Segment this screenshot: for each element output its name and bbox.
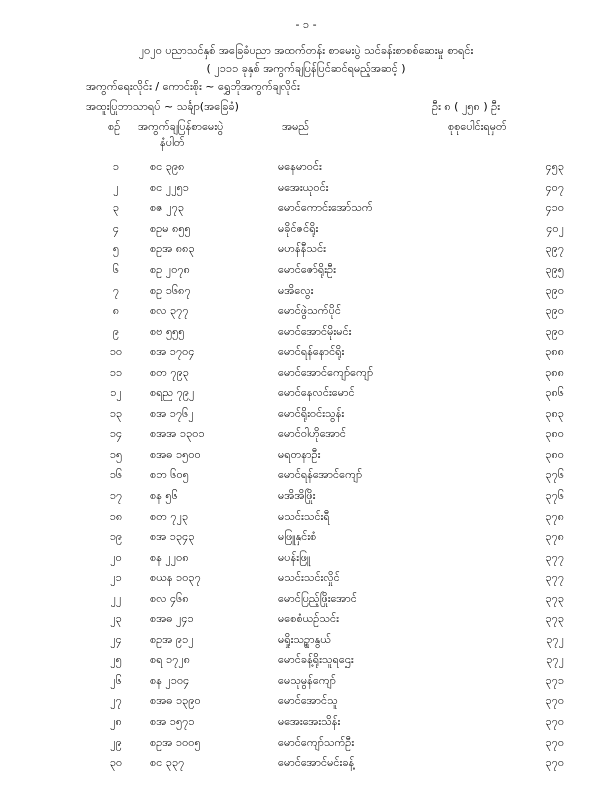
row-number: ၁၀ xyxy=(109,345,123,359)
column-header-roll-sub: နံပါတ် xyxy=(160,136,185,149)
candidate-name: မနေမာဝင်း xyxy=(278,160,322,174)
total-marks: ၃၇၃ xyxy=(545,591,564,605)
subject-line: အထူးပြုဘာသာရပ် ~ သင်္ချာ(အခြေခံ) xyxy=(86,100,239,113)
roll-number: စန ၂၁၀၄ xyxy=(150,673,190,687)
roll-number: စဥမ ၈၅၅ xyxy=(150,221,191,235)
row-number: ၈ xyxy=(112,304,120,318)
table-row xyxy=(100,610,564,631)
total-marks: ၃၈၆ xyxy=(545,386,564,400)
table-row xyxy=(100,754,564,775)
roll-number: စတ ၇၉၃ xyxy=(150,365,189,379)
roll-number: စလ ၄၆၈ xyxy=(150,591,189,605)
candidate-name: မောင်ဇော်ရိုးဦး xyxy=(278,263,336,276)
roll-number: စဇ ၂၇၃ xyxy=(150,201,185,215)
total-marks: ၃၇၆ xyxy=(545,468,564,482)
candidate-name: မပန်းဖြူ xyxy=(278,550,311,564)
candidate-name: မောင်ဝါဟိုအောင် xyxy=(278,427,346,441)
total-marks: ၄၅၃ xyxy=(545,160,564,174)
total-marks: ၃၇၇ xyxy=(545,550,564,564)
table-row xyxy=(100,322,564,343)
row-number: ၁၅ xyxy=(109,447,123,461)
total-marks: ၃၉၀ xyxy=(545,283,564,297)
row-number: ၂၅ xyxy=(110,653,122,667)
candidate-name: မောင်ကောင်းအော်သက် xyxy=(278,201,373,215)
table-row xyxy=(100,179,564,200)
table-row xyxy=(100,425,564,446)
total-marks: ၃၈၈ xyxy=(545,345,564,359)
table-row xyxy=(100,507,564,528)
row-number: ၉ xyxy=(112,324,120,338)
candidate-name: မောင်ရန်နောင်ရိုး xyxy=(278,345,345,359)
column-header-name: အမည် xyxy=(282,120,310,133)
candidate-name: မသင်းသင်းလှိုင် xyxy=(278,571,340,585)
table-row xyxy=(100,548,564,569)
row-number: ၂၆ xyxy=(110,673,122,687)
candidate-name: မအိလွေး xyxy=(278,283,314,297)
row-number: ၂၃ xyxy=(110,612,122,626)
row-number: ၁၃ xyxy=(109,406,123,420)
table-row xyxy=(100,158,564,179)
table-row xyxy=(100,713,564,734)
row-number: ၂၈ xyxy=(110,715,122,729)
region-line: အကွက်ရေးလိုင်း / ကောင်းစိုး ~ ရွှေဘိုအကွက်ချလိုင်း xyxy=(86,80,300,93)
results-table-body xyxy=(100,158,564,774)
roll-number: စင ၃၉၈ xyxy=(150,160,185,174)
total-marks: ၃၈၀ xyxy=(545,427,564,441)
roll-number: စယန ၁၀၃၇ xyxy=(150,571,201,585)
total-marks: ၃၇၆ xyxy=(545,489,564,503)
row-number: ၂၂ xyxy=(110,591,122,605)
candidate-name: မအေးယုဝင်း xyxy=(278,180,329,194)
candidate-name: မေသုမွန်ကျော် xyxy=(278,673,336,687)
total-marks: ၃၇၇ xyxy=(545,571,564,585)
row-number: ၂၉ xyxy=(110,735,122,749)
row-number: ၇ xyxy=(112,283,120,297)
candidate-name: မအေးအေးသိန်း xyxy=(278,715,341,729)
row-number: ၃ xyxy=(112,201,120,215)
roll-number: စအဓ ၂၄၁ xyxy=(150,612,194,626)
total-marks: ၃၈၃ xyxy=(545,406,564,420)
table-row xyxy=(100,363,564,384)
roll-number: စရည ၇၉၂ xyxy=(150,386,195,400)
row-number: ၂၇ xyxy=(110,694,122,708)
row-number: ၁၁ xyxy=(109,365,123,379)
candidate-name: မဖြူနှင်းစံ xyxy=(278,530,317,544)
row-number: ၂၀ xyxy=(110,550,122,564)
candidate-name: မစေစံယဉ်သင်း xyxy=(278,612,339,626)
roll-number: စအအ ၁၃၀၁ xyxy=(150,427,205,441)
roll-number: စအ ၁၇၆၂ xyxy=(150,406,194,420)
candidate-name: မခိုင်ဇင်ရိုး xyxy=(278,221,319,235)
table-row xyxy=(100,569,564,590)
roll-number: စအ ၁၇၀၄ xyxy=(150,345,195,359)
table-row xyxy=(100,240,564,261)
table-row xyxy=(100,487,564,508)
candidate-name: မောင်ကျော်သက်ဦး xyxy=(278,735,355,749)
roll-number: စအဓ ၁၅၀၀ xyxy=(150,447,201,461)
table-row xyxy=(100,446,564,467)
roll-number: စန ၂၂၀၈ xyxy=(150,550,189,564)
total-marks: ၃၇၀ xyxy=(545,735,564,749)
total-marks: ၃၇၈ xyxy=(545,530,564,544)
row-number: ၁၄ xyxy=(109,427,123,441)
row-number: ၂၄ xyxy=(110,632,122,646)
candidate-name: မဟန်နီသင်း xyxy=(278,242,326,256)
candidate-name: မောင်အောင်သူ xyxy=(278,694,338,708)
row-number: ၅ xyxy=(112,242,120,256)
table-row xyxy=(100,631,564,652)
table-row xyxy=(100,466,564,487)
row-number: ၄ xyxy=(112,221,120,235)
total-marks: ၃၉၀ xyxy=(545,304,564,318)
column-header-no: စဉ် xyxy=(108,120,121,133)
total-marks: ၃၇၂ xyxy=(546,653,564,667)
row-number: ၃၀ xyxy=(109,756,123,770)
roll-number: စင ၂၂၅၁ xyxy=(150,180,189,194)
table-row xyxy=(100,220,564,241)
roll-number: စလ ၃၇၇ xyxy=(150,304,189,318)
roll-number: စဥအ ၉၁၂ xyxy=(150,632,194,646)
row-number: ၁၂ xyxy=(110,386,122,400)
roll-number: စဥ ၂၀၇၈ xyxy=(150,263,190,276)
table-row xyxy=(100,651,564,672)
candidate-name: မောင်ရိုးဝင်းသွန်း xyxy=(278,406,345,420)
roll-number: စန ၅၆ xyxy=(150,489,178,503)
total-marks: ၃၇၃ xyxy=(545,612,564,626)
candidate-name: မောင်ပြည့်ဖြိုးအောင် xyxy=(278,591,357,605)
roll-number: စဘ ၆၀၅ xyxy=(150,468,189,482)
candidate-name: မသင်းသင်းရီ xyxy=(278,509,330,523)
table-row xyxy=(100,692,564,713)
table-row xyxy=(100,384,564,405)
total-marks: ၄၀၂ xyxy=(546,221,564,235)
total-marks: ၃၉၅ xyxy=(545,263,564,276)
row-number: ၂၁ xyxy=(110,571,122,585)
column-header-marks: စုစုပေါင်းရမှတ် xyxy=(448,120,507,133)
row-number: ၆ xyxy=(112,263,120,276)
total-marks: ၃၈၈ xyxy=(545,365,564,379)
row-number: ၁၉ xyxy=(109,530,123,544)
table-row xyxy=(100,261,564,282)
table-row xyxy=(100,343,564,364)
table-row xyxy=(100,528,564,549)
table-row xyxy=(100,405,564,426)
row-number: ၁၈ xyxy=(109,509,123,523)
candidate-name: မရှိုးသဥ္စာနွယ် xyxy=(278,632,332,646)
total-marks: ၃၇၁ xyxy=(545,673,564,687)
total-marks: ၄၀၇ xyxy=(545,180,564,194)
table-row xyxy=(100,281,564,302)
row-number: ၁ xyxy=(112,160,120,174)
candidate-name: မောင်ဖွဲသက်ပိုင် xyxy=(278,304,341,318)
results-table xyxy=(100,158,564,774)
candidate-count: ဦး ၈ ( ၂၅၈ ) ဦး xyxy=(431,100,500,113)
table-row xyxy=(100,589,564,610)
table-row xyxy=(100,199,564,220)
roll-number: စအဓ ၁၃၉၀ xyxy=(150,694,201,708)
candidate-name: မောင်ရန်အောင်ကျော် xyxy=(278,468,363,482)
roll-number: စဗ ၅၅၅ xyxy=(150,324,185,338)
candidate-name: မအိအိဖြိုး xyxy=(278,489,316,503)
roll-number: စတ ၇၂၃ xyxy=(150,509,189,523)
total-marks: ၃၇၀ xyxy=(545,715,564,729)
total-marks: ၃၇၀ xyxy=(545,694,564,708)
document-title: ၂၀၂၀ ပညာသင်နှစ် အခြေခံပညာ အထက်တန်း စာမေးပွဲ သင်ခန်းစာစစ်ဆေးမှု စာရင်း xyxy=(138,44,474,57)
candidate-name: မောင်ခန့်ရိုးသူရဌေး xyxy=(278,653,354,667)
page-number: - ၁ - xyxy=(295,18,317,31)
roll-number: စင ၃၃၇ xyxy=(150,756,185,770)
candidate-name: မောင်အောင်ကျော်ကျော် xyxy=(278,365,374,379)
roll-number: စဥ ၁၆၈၇ xyxy=(150,283,191,297)
table-row xyxy=(100,733,564,754)
total-marks: ၄၁၀ xyxy=(545,201,564,215)
roll-number: စရ ၁၇၂၈ xyxy=(150,653,191,667)
row-number: ၂ xyxy=(113,180,119,194)
total-marks: ၃၉၀ xyxy=(545,324,564,338)
total-marks: ၃၇၈ xyxy=(545,509,564,523)
roll-number: စဥအ ၈၈၃ xyxy=(150,242,195,256)
table-row xyxy=(100,302,564,323)
total-marks: ၃၇၂ xyxy=(546,632,564,646)
table-row xyxy=(100,672,564,693)
row-number: ၁၇ xyxy=(109,489,123,503)
total-marks: ၃၉၇ xyxy=(545,242,564,256)
candidate-name: မောင်အောင်မိုးမင်း xyxy=(278,324,352,338)
roll-number: စအ ၁၃၄၃ xyxy=(150,530,195,544)
row-number: ၁၆ xyxy=(109,468,123,482)
candidate-name: မောင်နေလင်းမောင် xyxy=(278,386,355,400)
total-marks: ၃၇၀ xyxy=(545,756,564,770)
total-marks: ၃၈၀ xyxy=(545,447,564,461)
candidate-name: မရတနာဦး xyxy=(278,447,321,461)
roll-number: စဥအ ၁၀၀၅ xyxy=(150,735,201,749)
roll-number: စအ ၁၅၇၁ xyxy=(150,715,195,729)
candidate-name: မောင်အောင်မင်းခန့် xyxy=(278,756,355,770)
document-subtitle: ( ၂၁၁၁ ခုနှစ် အကွက်ချပြန်ပြင်ဆင်ရမည့်အဆင့် ) xyxy=(206,62,406,75)
column-header-roll: အကွက်ချပြန်စာမေးပွဲ xyxy=(138,120,224,133)
